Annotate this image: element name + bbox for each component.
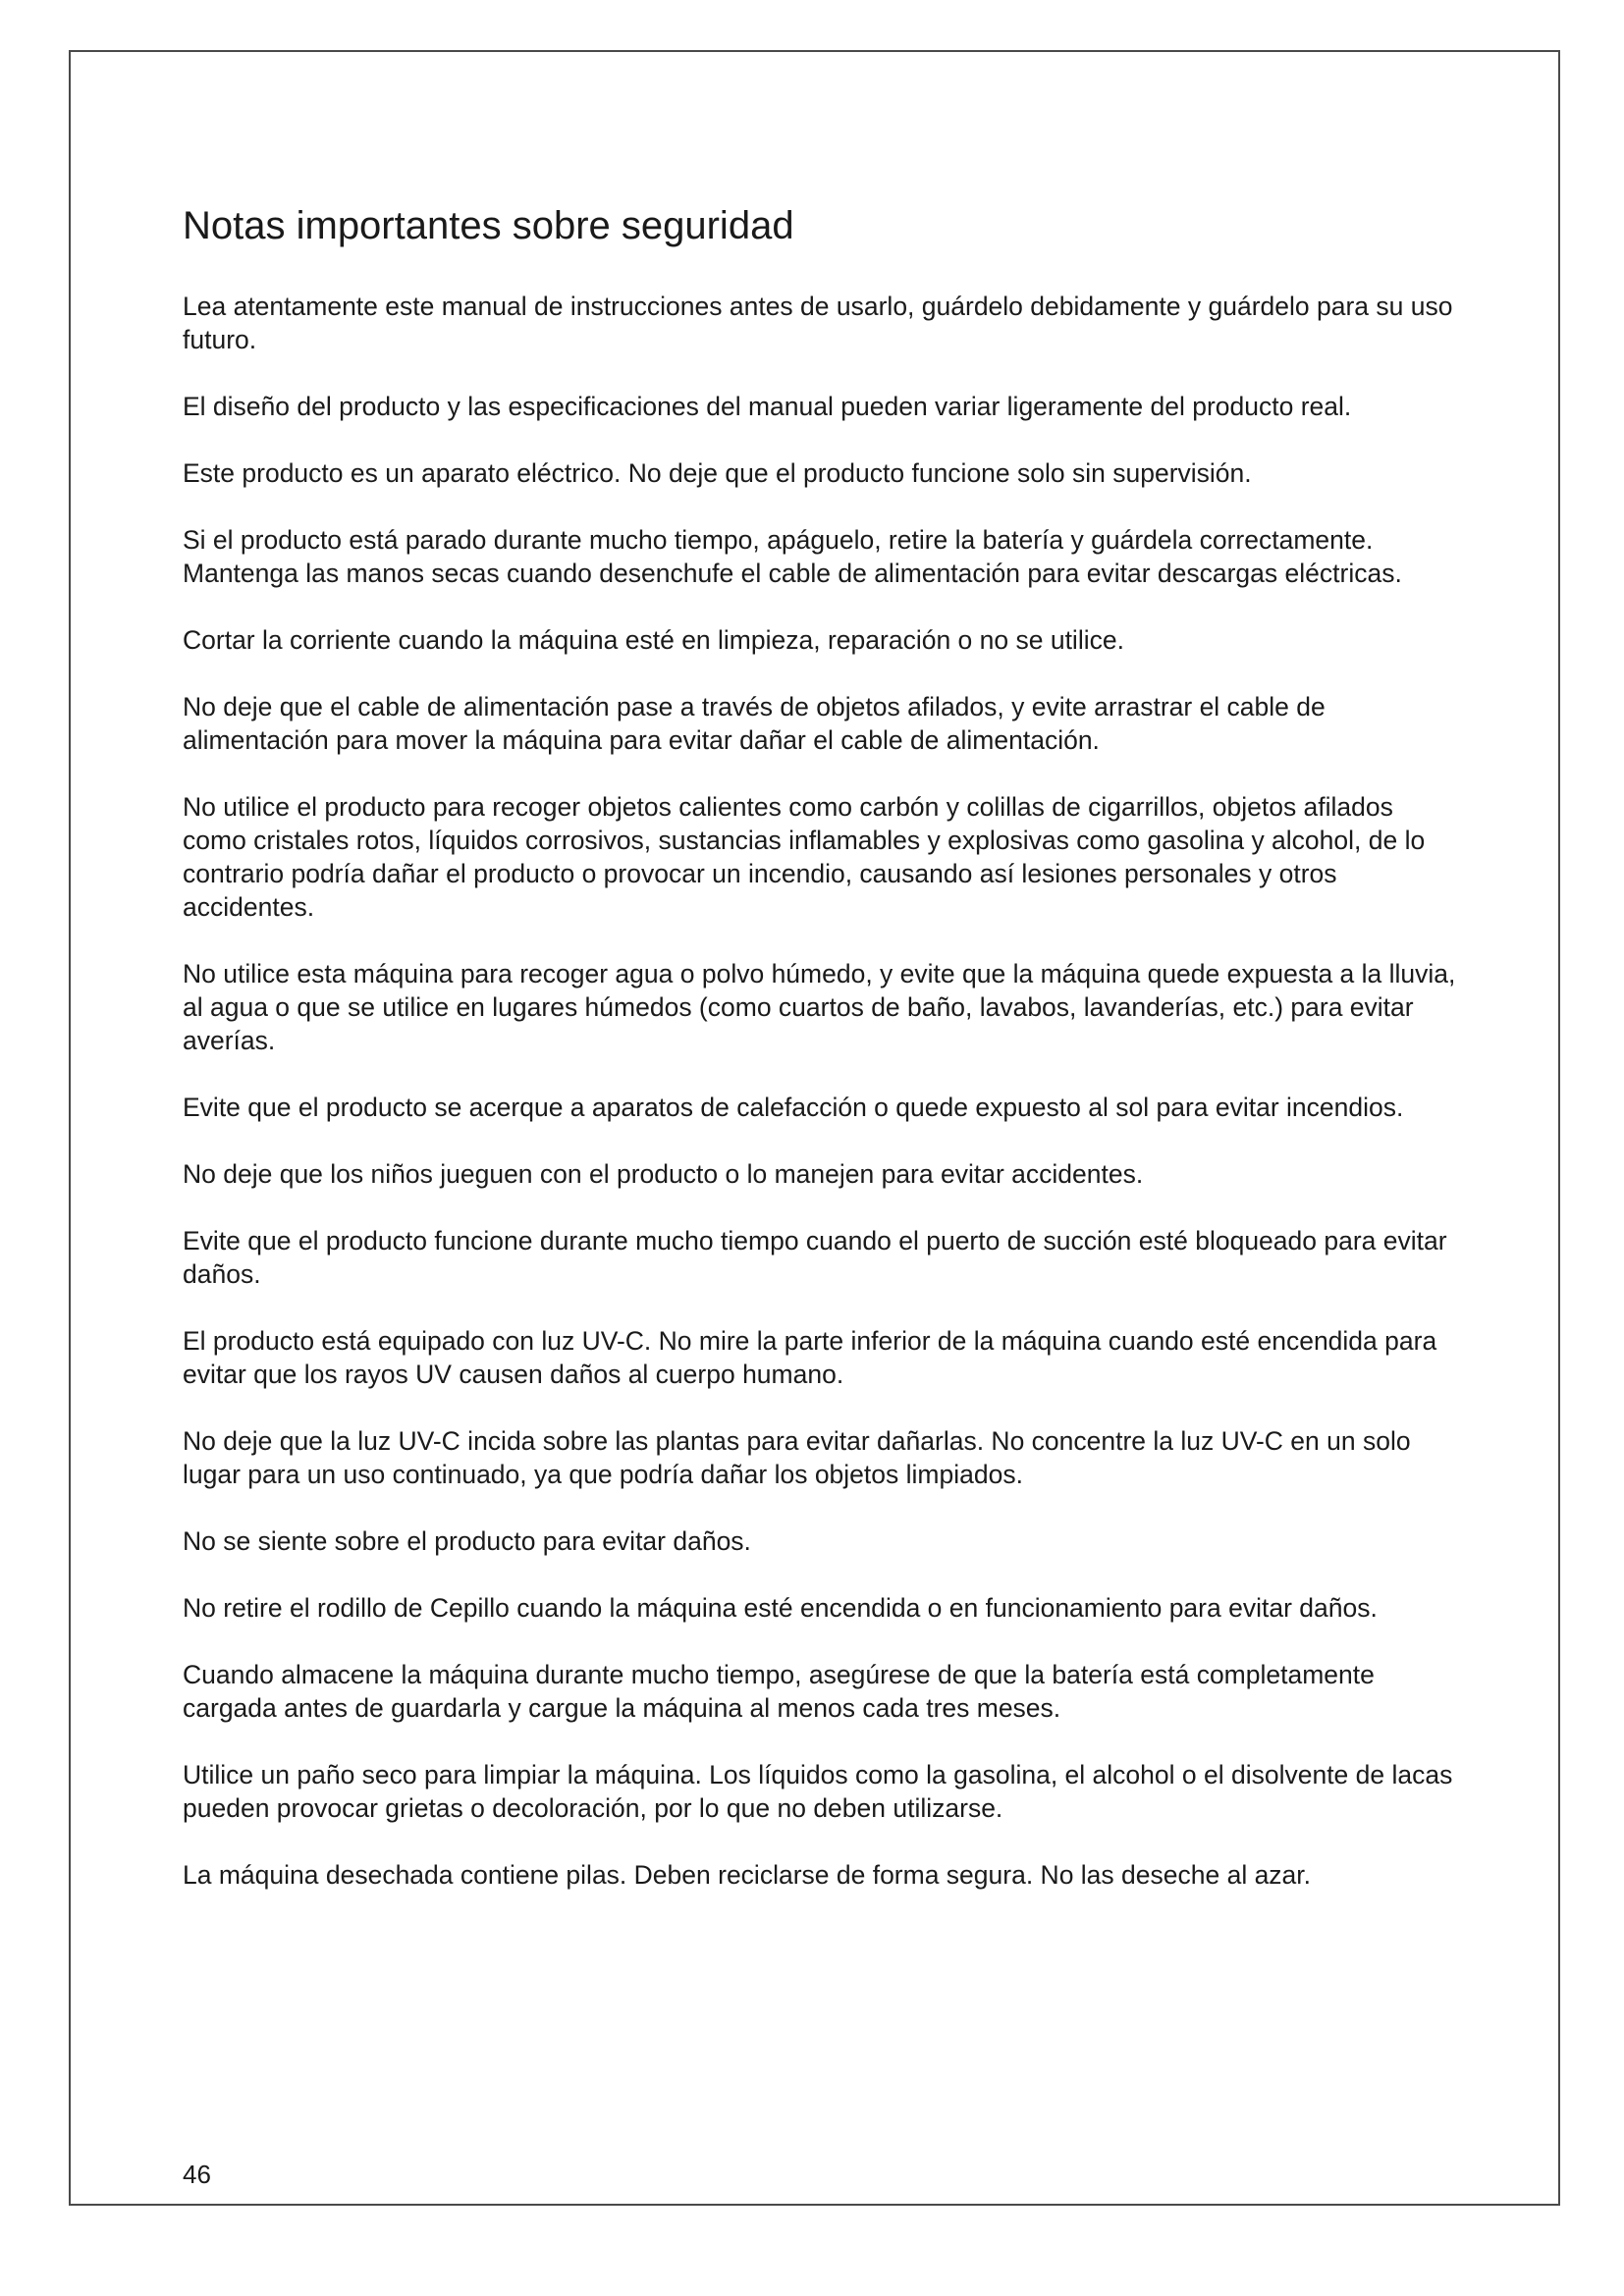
safety-paragraph-9: Evite que el producto se acerque a aparatos de calefacción o quede expuesto al sol para evitar incendios. — [183, 1093, 1404, 1122]
safety-paragraph-4: Si el producto está parado durante mucho tiempo, apáguelo, retire la batería y guárdela correctamente. Mantenga las manos secas cuando desenchufe el cable de alimentación para evitar descargas eléctricas. — [183, 525, 1402, 588]
safety-paragraph-18: La máquina desechada contiene pilas. Deben reciclarse de forma segura. No las deseche al azar. — [183, 1860, 1312, 1890]
document-body — [183, 202, 1459, 1925]
safety-paragraph-13: No deje que la luz UV-C incida sobre las plantas para evitar dañarlas. No concentre la luz UV-C en un solo lugar para un uso continuado, ya que podría dañar los objetos limpiados. — [183, 1426, 1411, 1489]
page-title: Notas importantes sobre seguridad — [183, 204, 794, 247]
safety-paragraph-14: No se siente sobre el producto para evitar daños. — [183, 1526, 751, 1556]
safety-paragraph-1: Lea atentamente este manual de instrucciones antes de usarlo, guárdelo debidamente y guárdelo para su uso futuro. — [183, 292, 1453, 354]
safety-paragraph-16: Cuando almacene la máquina durante mucho tiempo, asegúrese de que la batería está completamente cargada antes de guardarla y cargue la máquina al menos cada tres meses. — [183, 1660, 1375, 1723]
safety-paragraph-17: Utilice un paño seco para limpiar la máquina. Los líquidos como la gasolina, el alcohol o el disolvente de lacas pueden provocar grietas o decoloración, por lo que no deben utilizarse. — [183, 1760, 1453, 1823]
safety-paragraph-15: No retire el rodillo de Cepillo cuando la máquina esté encendida o en funcionamiento para evitar daños. — [183, 1593, 1378, 1623]
safety-paragraph-5: Cortar la corriente cuando la máquina esté en limpieza, reparación o no se utilice. — [183, 625, 1124, 655]
safety-paragraph-6: No deje que el cable de alimentación pase a través de objetos afilados, y evite arrastrar el cable de alimentación para mover la máquina para evitar dañar el cable de alimentación. — [183, 692, 1326, 755]
safety-paragraph-7: No utilice el producto para recoger objetos calientes como carbón y colillas de cigarrillos, objetos afilados como cristales rotos, líquidos corrosivos, sustancias inflamables y explosivas como gasolina y alcohol, de lo contrario podría dañar el producto o provocar un incendio, causando así lesiones personales y otros accidentes. — [183, 792, 1426, 922]
safety-paragraph-12: El producto está equipado con luz UV-C. No mire la parte inferior de la máquina cuando esté encendida para evitar que los rayos UV causen daños al cuerpo humano. — [183, 1326, 1437, 1389]
page-number: 46 — [183, 2160, 211, 2189]
safety-paragraph-8: No utilice esta máquina para recoger agua o polvo húmedo, y evite que la máquina quede expuesta a la lluvia, al agua o que se utilice en lugares húmedos (como cuartos de baño, lavabos, lavanderías, etc.) para evitar averías. — [183, 959, 1456, 1055]
safety-paragraph-2: El diseño del producto y las especificaciones del manual pueden variar ligeramente del producto real. — [183, 392, 1352, 421]
safety-paragraph-11: Evite que el producto funcione durante mucho tiempo cuando el puerto de succión esté bloqueado para evitar daños. — [183, 1226, 1447, 1289]
safety-paragraph-10: No deje que los niños jueguen con el producto o lo manejen para evitar accidentes. — [183, 1159, 1144, 1189]
safety-paragraph-3: Este producto es un aparato eléctrico. No deje que el producto funcione solo sin supervisión. — [183, 458, 1252, 488]
